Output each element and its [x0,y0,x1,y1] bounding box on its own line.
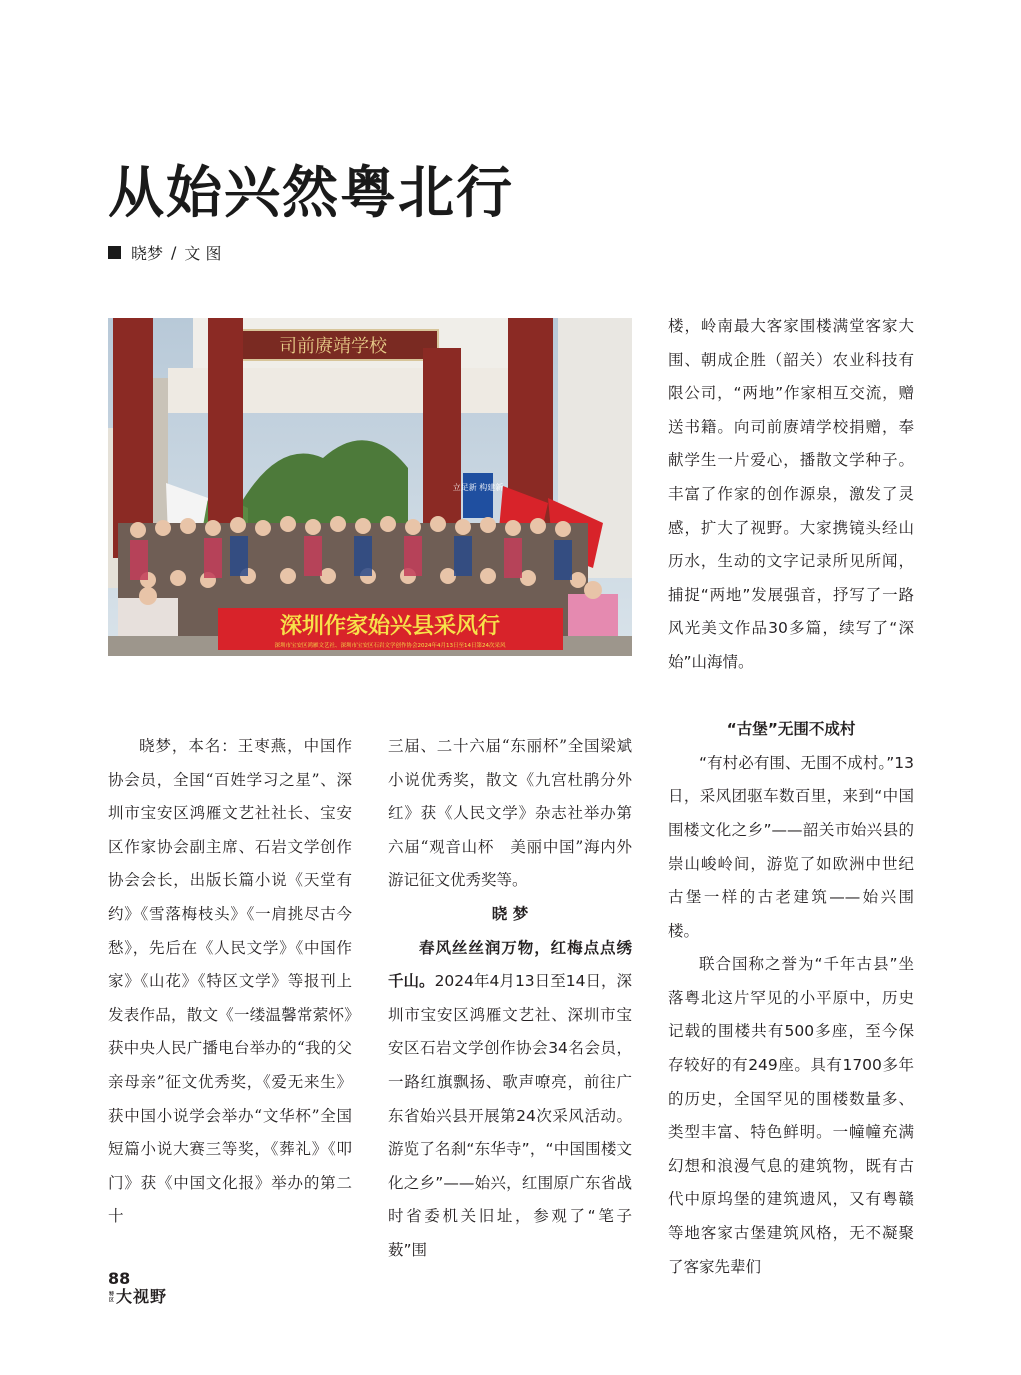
magazine-logo-small: 特区 [108,1291,114,1303]
text-column-middle [388,730,632,1268]
author-bio-paragraph-continued: 三届、二十六届“东丽杯”全国梁斌小说优秀奖，散文《九宫杜鹃分外红》获《人民文学》杂志社举办第六届“观音山杯 美丽中国”海内外游记征文优秀奖等。 [388,737,632,890]
author-bio-paragraph: 晓梦，本名：王枣燕，中国作协会员，全国“百姓学习之星”、深圳市宝安区鸿雁文艺社社长、宝安区作家协会副主席、石岩文学创作协会会长，出版长篇小说《天堂有约》《雪落梅枝头》《一肩挑尽古今愁》，先后在《人民文学》《中国作家》《山花》《特区文学》等报刊上发表作品，散文《一缕温馨常萦怀》获中央人民广播电台举办的“我的父亲母亲”征文优秀奖，《爱无来生》获中国小说学会举办“文华杯”全国短篇小说大赛三等奖，《葬礼》《叩门》获《中国文化报》举办的第二十 [108,737,352,1226]
banner-text: 深圳作家始兴县采风行 [279,613,501,639]
byline-role: 文 图 [184,243,222,263]
body-paragraph-3: 联合国称之誉为“千年古县”坐落粤北这片罕见的小平原中，历史记载的围楼共有500多座，至今保存较好的有249座。具有1700多年的历史，全国罕见的围楼数量多、类型丰富、特色鲜明。一幢幢充满幻想和浪漫气息的建筑物，既有古代中原坞堡的建筑遗风，又有粤赣等地客家古堡建筑风格，无不凝聚了客家先辈们 [668,955,914,1276]
page-number: 88 [108,1269,131,1288]
gate-sign-text: 司前赓靖学校 [279,336,387,357]
side-sign-text: 立足新 构建新 [452,483,504,492]
magazine-logo-text: 大视野 [116,1287,168,1306]
author-name: 晓梦 [131,243,164,263]
lead-sentence: 春风丝丝润万物，红梅点点绣千山。 [388,938,632,991]
body-paragraph-2: “有村必有围、无围不成村。”13日，采风团驱车数百里，来到“中国围楼文化之乡”——韶关市始兴县的崇山峻岭间，游览了如欧洲中世纪古堡一样的古老建筑——始兴围楼。 [668,753,914,940]
body-paragraph-1-continued: 楼，岭南最大客家围楼满堂客家大围、朝成企胜（韶关）农业科技有限公司，“两地”作家相互交流，赠送书籍。向司前赓靖学校捐赠，奉献学生一片爱心，播散文学种子。丰富了作家的创作源泉，激发了灵感，扩大了视野。大家携镜头经山历水，生动的文字记录所见所闻，捕捉“两地”发展强音，抒写了一路风光美文作品30多篇，续写了“深始”山海情。 [668,317,914,671]
group-photo [108,318,632,656]
section-heading: “古堡”无围不成村 [726,720,856,739]
page-footer [108,1270,167,1306]
byline-separator: / [171,242,177,262]
byline [108,240,222,264]
author-bio-column [108,730,352,1234]
text-column-right [668,310,914,1284]
banner-subtext: 深圳市宝安区鸿雁文艺社、深圳市宝安区石岩文学创作协会2024年4月13日至14日第24次采风 [274,643,506,649]
author-heading: 晓 梦 [491,904,529,923]
magazine-logo [108,1288,167,1306]
body-paragraph-1 [388,932,632,1268]
body-paragraph-1-text: 2024年4月13日至14日，深圳市宝安区鸿雁文艺社、深圳市宝安区石岩文学创作协会34名会员，一路红旗飘扬、歌声嘹亮，前往广东省始兴县开展第24次采风活动。游览了名刹“东华寺”，“中国围楼文化之乡”——始兴，红围原广东省战时省委机关旧址，参观了“笔子薮”围 [388,972,632,1259]
square-bullet-icon [108,246,121,259]
article-title: 从始兴然粤北行 [108,160,514,226]
